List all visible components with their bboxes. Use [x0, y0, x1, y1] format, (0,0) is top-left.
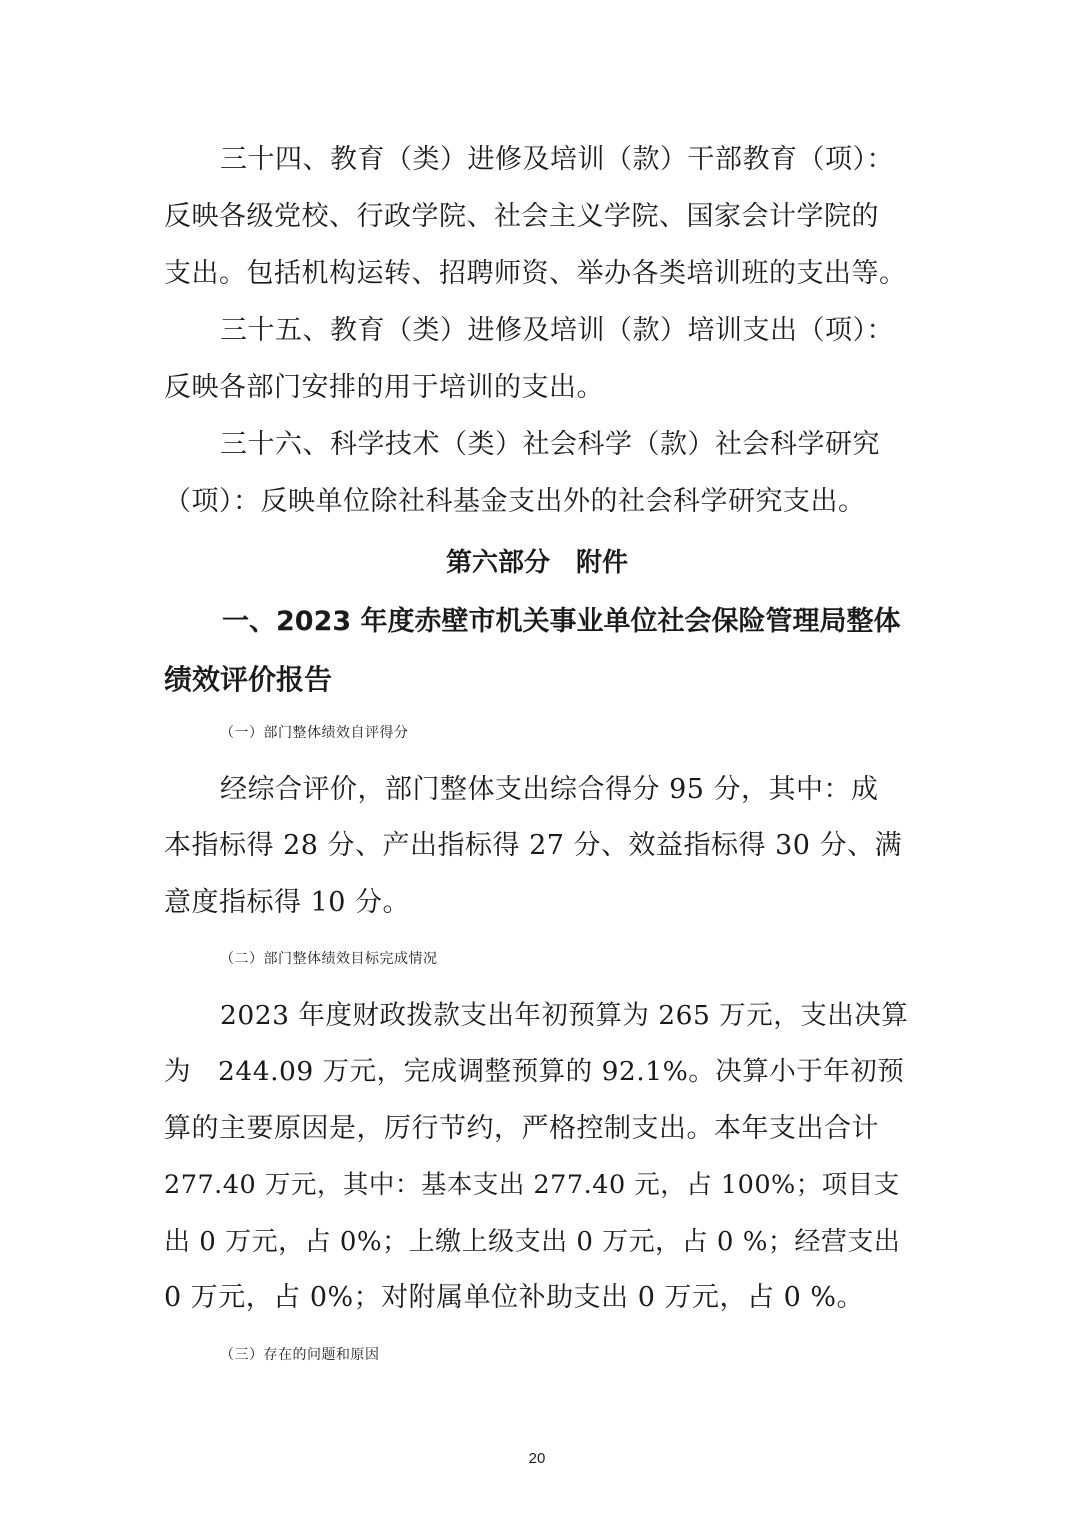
page-number: 20: [528, 1450, 546, 1467]
section-2-line-1: 2023 年度财政拨款支出年初预算为 265 万元，支出决算: [220, 1000, 909, 1031]
section-3-heading: （三）存在的问题和原因: [220, 1347, 380, 1363]
section-1-line-2: 本指标得 28 分、产出指标得 27 分、效益指标得 30 分、满: [164, 830, 903, 861]
item-35-line-2: 反映各部门安排的用于培训的支出。: [164, 372, 604, 403]
item-34-line-1: 三十四、教育（类）进修及培训（款）干部教育（项）：: [220, 144, 894, 175]
item-35-line-1: 三十五、教育（类）进修及培训（款）培训支出（项）：: [220, 315, 894, 346]
part-six-title: 第六部分 附件: [445, 548, 628, 578]
item-34-line-3: 支出。包括机构运转、招聘师资、举办各类培训班的支出等。: [164, 258, 907, 289]
report-title-line-2: 绩效评价报告: [164, 663, 333, 696]
section-2-heading: （二）部门整体绩效目标完成情况: [220, 951, 438, 967]
item-36-line-1: 三十六、科学技术（类）社会科学（款）社会科学研究: [220, 429, 880, 460]
section-2-line-5: 出 0 万元，占 0%；上缴上级支出 0 万元，占 0 %；经营支出: [164, 1227, 901, 1257]
section-1-line-1: 经综合评价，部门整体支出综合得分 95 分，其中：成: [220, 774, 879, 805]
section-1-heading: （一）部门整体绩效自评得分: [220, 725, 409, 741]
report-title-line-1: 一、2023 年度赤壁市机关事业单位社会保险管理局整体: [222, 606, 901, 637]
section-1-line-3: 意度指标得 10 分。: [164, 887, 411, 918]
item-34-line-2: 反映各级党校、行政学院、社会主义学院、国家会计学院的: [164, 201, 879, 232]
section-2-line-6: 0 万元，占 0%；对附属单位补助支出 0 万元，占 0 %。: [164, 1282, 865, 1313]
section-2-line-4: 277.40 万元，其中：基本支出 277.40 元，占 100%；项目支: [164, 1170, 900, 1200]
item-36-line-2: （项）：反映单位除社科基金支出外的社会科学研究支出。: [164, 486, 866, 517]
section-2-line-3: 算的主要原因是，厉行节约，严格控制支出。本年支出合计: [164, 1113, 879, 1144]
section-2-line-2: 为 244.09 万元，完成调整预算的 92.1%。决算小于年初预: [164, 1056, 905, 1087]
